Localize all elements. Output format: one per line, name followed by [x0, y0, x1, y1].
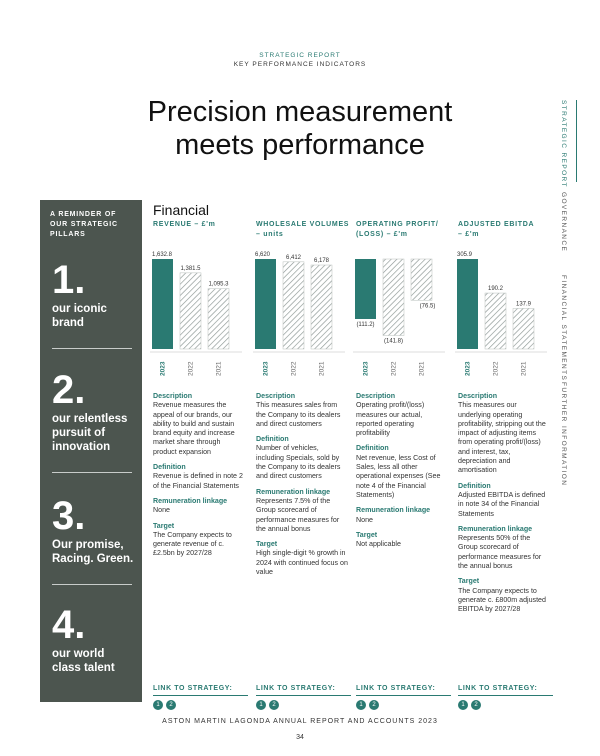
kpi-block-text: The Company expects to generate revenue of c. £2.5bn by 2027/28 [153, 530, 232, 558]
strategy-dot-1[interactable]: 1 [356, 700, 366, 710]
link-to-strategy-ebitda [458, 685, 553, 710]
bar-label-2023: 1,632.8 [152, 252, 173, 258]
kpi-title: WHOLESALE VOLUMES [256, 221, 350, 228]
bar-label-2021: (76.5) [419, 303, 436, 310]
pillar-4 [52, 605, 136, 675]
kpi-title: ADJUSTED EBITDA [458, 221, 535, 228]
page-title [100, 96, 500, 162]
kpi-block-text: This measures our underlying operating profitability, stripping out the impact of adjusting items from operating profit/(loss) and interest, tax, depreciation and amortisation [458, 401, 546, 475]
category-label-2022: 2022 [390, 361, 398, 376]
pillar-text: Our promise, Racing. Green. [52, 539, 134, 565]
kpi-block-text: Revenue is defined in note 2 of the Financial Statements [153, 472, 243, 490]
side-nav-financial-statements[interactable]: FINANCIAL STATEMENTS [560, 275, 567, 382]
category-label-2023: 2023 [362, 361, 370, 376]
kpi-block-label: Definition [256, 435, 289, 444]
kpi-block-text: Represents 7.5% of the Group scorecard of performance measures for the annual bonus [256, 496, 340, 533]
pillar-divider [52, 584, 132, 585]
chart-revenue [150, 246, 245, 381]
category-label-2023: 2023 [262, 361, 270, 376]
bar-label-2023: 6,620 [255, 252, 271, 258]
kpi-block-text: Number of vehicles, including Specials, sold by the Company to its dealers and direct customers [256, 444, 341, 481]
pillars-heading: A REMINDER OF OUR STRATEGIC PILLARS [50, 211, 118, 238]
kpi-title-2: – £'m [458, 231, 480, 238]
kpi-block-label: Description [256, 392, 296, 400]
kpi-block-label: Target [356, 530, 378, 539]
pillar-1 [52, 260, 136, 330]
pillar-text: our iconic brand [52, 303, 107, 329]
pillar-text: our world class talent [52, 648, 115, 674]
strategy-dot-2[interactable]: 2 [471, 700, 481, 710]
kpi-block-text: None [153, 506, 170, 515]
bar-label-2022: 190.2 [487, 286, 504, 293]
kpi-block-text: Represents 50% of the Group scorecard of performance measures for the annual bonus [458, 534, 542, 571]
bar-2021 [513, 308, 534, 349]
kpi-block-text: Net revenue, less Cost of Sales, less all other operational expenses (See note 4 of the Financial Statements) [356, 453, 441, 499]
link-to-strategy-label: LINK TO STRATEGY: [458, 685, 553, 696]
bar-label-2022: 6,412 [285, 254, 302, 261]
page-title-line-2: meets performance [175, 129, 425, 161]
bar-label-2021: 6,178 [313, 258, 330, 265]
category-label-2021: 2021 [520, 361, 528, 376]
category-label-2022: 2022 [290, 361, 298, 376]
kpi-block-label: Target [256, 540, 278, 549]
chart-ebitda [455, 246, 550, 381]
subsection-label: KEY PERFORMANCE INDICATORS [233, 61, 367, 68]
kpi-block-text: This measures sales from the Company to its dealers and direct customers [256, 401, 341, 428]
bar-2021 [411, 259, 432, 300]
bar-2023 [152, 259, 173, 349]
kpi-header-revenue [153, 220, 248, 230]
kpi-block-label: Target [153, 521, 175, 530]
pillar-divider [52, 348, 132, 349]
pillar-number: 3. [52, 494, 86, 538]
kpi-block-text: The Company expects to generate c. £800m adjusted EBITDA by 2027/28 [458, 586, 546, 614]
kpi-block-label: Description [153, 392, 193, 400]
strategy-dot-2[interactable]: 2 [166, 700, 176, 710]
pillar-number: 4. [52, 603, 86, 647]
side-nav-governance[interactable]: GOVERNANCE [560, 192, 567, 253]
link-to-strategy-label: LINK TO STRATEGY: [256, 685, 351, 696]
category-label-2021: 2021 [215, 361, 223, 376]
strategy-dot-1[interactable]: 1 [256, 700, 266, 710]
kpi-block-text: High single-digit % growth in 2024 with continued focus on value [256, 549, 348, 577]
kpi-block-text: Not applicable [356, 540, 401, 549]
footer-report-title: ASTON MARTIN LAGONDA ANNUAL REPORT AND ACCOUNTS 2023 [162, 718, 438, 725]
strategy-dot-1[interactable]: 1 [458, 700, 468, 710]
kpi-block-label: Target [458, 577, 480, 586]
kpi-block-label: Remuneration linkage [153, 496, 228, 505]
kpi-block-label: Remuneration linkage [458, 524, 533, 533]
kpi-title: OPERATING PROFIT/ [356, 221, 439, 228]
page-title-line-1: Precision measurement [147, 96, 453, 128]
category-label-2023: 2023 [159, 361, 167, 376]
pillar-number: 1. [52, 258, 86, 302]
category-label-2021: 2021 [418, 361, 426, 376]
chart-svg [353, 246, 448, 381]
category-label-2022: 2022 [187, 361, 195, 376]
bar-label-2021: 1,095.3 [208, 281, 229, 288]
link-to-strategy-revenue [153, 685, 248, 710]
side-nav-strategic-report[interactable]: STRATEGIC REPORT [560, 100, 567, 188]
bar-label-2023: (111.2) [356, 321, 375, 328]
kpi-block-label: Description [356, 392, 396, 400]
category-label-2021: 2021 [318, 361, 326, 376]
strategic-pillars-panel [40, 200, 142, 702]
page-number: 34 [296, 734, 304, 741]
bar-2022 [180, 273, 201, 349]
pillar-2 [52, 370, 136, 454]
bar-label-2021: 137.9 [515, 301, 532, 308]
kpi-title: REVENUE – £'m [153, 221, 216, 228]
bar-label-2022: (141.8) [383, 338, 404, 345]
chart-operating [353, 246, 448, 381]
bar-2023 [457, 259, 478, 349]
link-to-strategy-wholesale [256, 685, 351, 710]
bar-2023 [255, 259, 276, 349]
pillar-number: 2. [52, 368, 86, 412]
link-to-strategy-label: LINK TO STRATEGY: [356, 685, 451, 696]
chart-wholesale [253, 246, 348, 381]
chart-svg [253, 246, 348, 381]
kpi-block-label: Definition [153, 463, 186, 472]
bar-2022 [283, 262, 304, 349]
kpi-title-2: – units [256, 231, 284, 238]
bar-2022 [383, 259, 404, 336]
pillar-3 [52, 496, 136, 566]
kpi-text-wholesale [256, 392, 348, 577]
pillar-text: our relentless pursuit of innovation [52, 413, 128, 453]
kpi-block-label: Definition [356, 444, 389, 453]
strategy-dot-2[interactable]: 2 [369, 700, 379, 710]
chart-svg [150, 246, 245, 381]
side-navigation [560, 100, 580, 660]
kpi-header-ebitda [458, 220, 553, 240]
kpi-block-text: None [356, 515, 373, 524]
category-label-2022: 2022 [492, 361, 500, 376]
kpi-block-text: Operating profit/(loss) measures our actual, reported operating profitability [356, 401, 425, 438]
bar-2021 [208, 289, 229, 349]
kpi-block-text: Adjusted EBITDA is defined in note 34 of the Financial Statements [458, 490, 546, 518]
bar-2022 [485, 293, 506, 349]
kpi-block-label: Definition [458, 481, 491, 490]
kpi-text-revenue [153, 392, 245, 559]
financial-heading: Financial [153, 202, 210, 218]
link-to-strategy-operating [356, 685, 451, 710]
kpi-block-text: Revenue measures the appeal of our brands, our ability to build and sustain brand equity and increase market share through product expansion [153, 401, 235, 456]
kpi-header-wholesale [256, 220, 351, 240]
side-nav-further-information[interactable]: FURTHER INFORMATION [560, 382, 567, 487]
kpi-text-ebitda [458, 392, 550, 615]
kpi-text-operating [356, 392, 448, 549]
section-label: STRATEGIC REPORT [259, 52, 341, 59]
chart-svg [455, 246, 550, 381]
link-to-strategy-label: LINK TO STRATEGY: [153, 685, 248, 696]
bar-label-2022: 1,381.5 [180, 265, 201, 272]
kpi-block-label: Description [458, 392, 498, 400]
strategy-dot-2[interactable]: 2 [269, 700, 279, 710]
bar-2023 [355, 259, 376, 319]
strategy-dot-1[interactable]: 1 [153, 700, 163, 710]
kpi-block-label: Remuneration linkage [356, 506, 431, 515]
bar-label-2023: 305.9 [457, 252, 473, 258]
kpi-header-operating [356, 220, 451, 240]
kpi-title-2: (LOSS) – £'m [356, 231, 408, 238]
category-label-2023: 2023 [464, 361, 472, 376]
pillar-divider [52, 472, 132, 473]
kpi-block-label: Remuneration linkage [256, 487, 331, 496]
bar-2021 [311, 265, 332, 349]
